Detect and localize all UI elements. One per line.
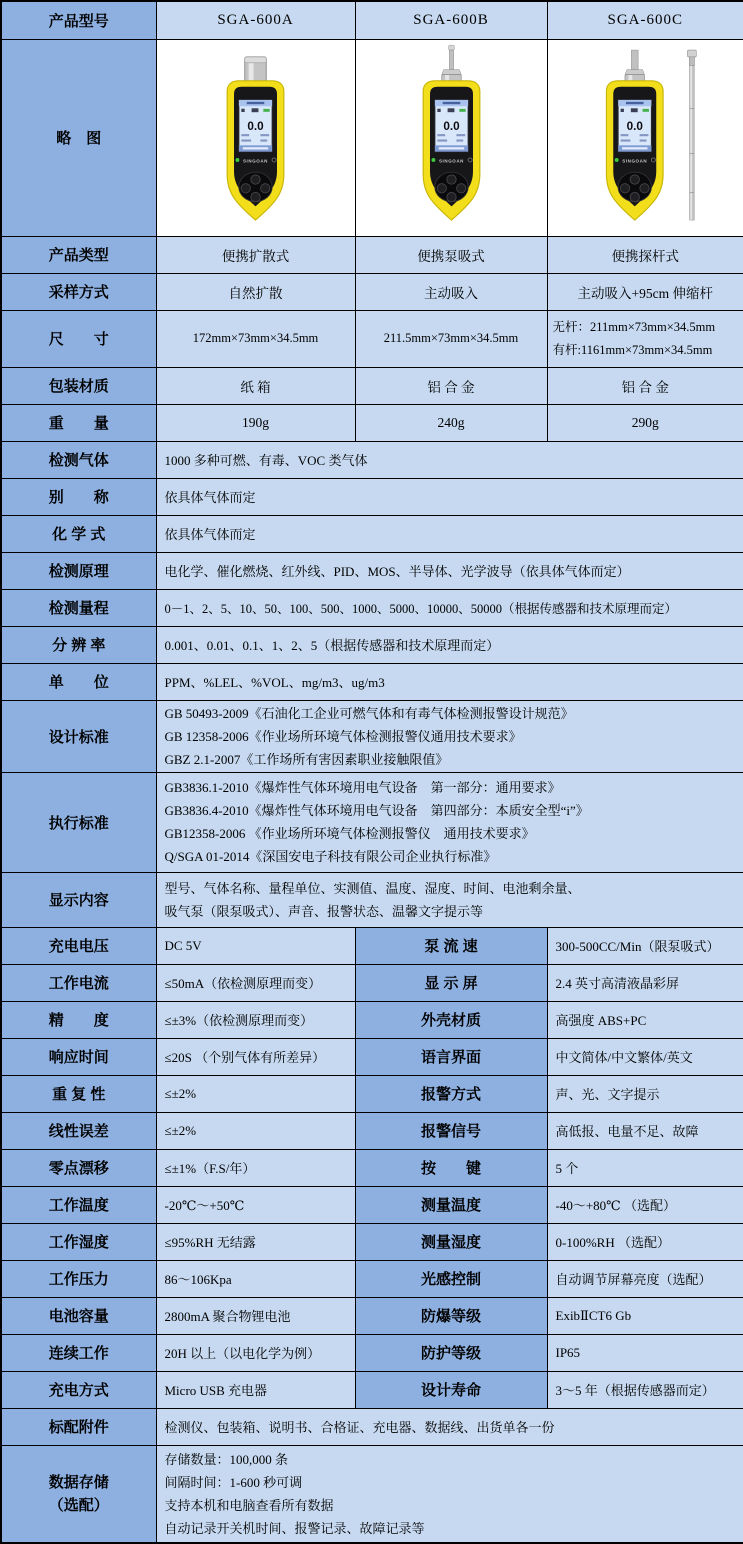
spec-row-label-right: 语言界面 — [355, 1038, 547, 1075]
spec-value-right: 5 个 — [547, 1149, 743, 1186]
spec-value: 依具体气体而定 — [156, 478, 743, 515]
table-row-pair — [1, 1334, 743, 1371]
spec-line: 间隔时间：1-600 秒可调 — [164, 1474, 303, 1490]
gas-detector-pump-illustration — [388, 44, 515, 232]
screen-reading: 0.0 — [442, 119, 460, 133]
spec-value: 0.001、0.01、0.1、1、2、5（根据传感器和技术原理而定） — [156, 626, 743, 663]
spec-line: 自动记录开关机时间、报警记录、故障记录等 — [164, 1520, 425, 1536]
spec-value-right: -40～+80℃ （选配） — [547, 1186, 743, 1223]
table-row-pair — [1, 1149, 743, 1186]
detector-body — [423, 80, 480, 219]
gas-detector-diffusion-illustration — [192, 44, 319, 232]
spec-row-label: 尺 寸 — [1, 310, 156, 367]
header-model-label: 产品型号 — [1, 1, 156, 39]
table-row-range — [1, 589, 743, 626]
screen-reading: 0.0 — [247, 119, 264, 133]
spec-row-label-right: 测量温度 — [355, 1186, 547, 1223]
spec-row-label: 设计标准 — [1, 700, 156, 772]
spec-line: 支持本机和电脑查看所有数据 — [164, 1497, 334, 1513]
table-row-units — [1, 663, 743, 700]
spec-value: 电化学、催化燃烧、红外线、PID、MOS、半导体、光学波导（依具体气体而定） — [156, 552, 743, 589]
spec-line: 211.5mm×73mm×34.5mm — [383, 331, 519, 345]
sketch-row-label: 略 图 — [1, 39, 156, 236]
lcd-screen — [434, 99, 467, 151]
spec-row-label-left: 充电电压 — [1, 927, 156, 964]
spec-value: PPM、%LEL、%VOL、mg/m3、ug/m3 — [156, 663, 743, 700]
spec-row-label — [1, 1445, 156, 1543]
spec-value-left: ≤95%RH 无结露 — [156, 1223, 355, 1260]
product-image-cell-a — [156, 39, 355, 236]
table-row-pair — [1, 1297, 743, 1334]
lcd-screen — [239, 99, 272, 151]
spec-row-label-left: 响应时间 — [1, 1038, 156, 1075]
spec-row-label: 产品类型 — [1, 236, 156, 273]
spec-row-label-right: 防爆等级 — [355, 1297, 547, 1334]
table-row-data-storage — [1, 1445, 743, 1543]
spec-row-label-right: 防护等级 — [355, 1334, 547, 1371]
table-row-packaging — [1, 367, 743, 404]
spec-row-label-left: 工作电流 — [1, 964, 156, 1001]
spec-value-right: 自动调节屏幕亮度（选配） — [547, 1260, 743, 1297]
spec-value — [156, 872, 743, 927]
table-row-principle — [1, 552, 743, 589]
spec-value-b: 240g — [355, 404, 547, 441]
spec-value-a: 190g — [156, 404, 355, 441]
table-row-pair — [1, 1260, 743, 1297]
spec-value-c: 便携探杆式 — [547, 236, 743, 273]
table-row-pair — [1, 1223, 743, 1260]
detector-body — [227, 80, 284, 219]
gas-detector-probe-rod-illustration — [582, 44, 709, 232]
spec-row-label-right: 光感控制 — [355, 1260, 547, 1297]
spec-value-b — [355, 310, 547, 367]
spec-row-label-left: 工作温度 — [1, 1186, 156, 1223]
spec-line: GB12358-2006 《作业场所环境气体检测报警仪 通用技术要求》 — [164, 826, 535, 841]
spec-value-right: 3～5 年（根据传感器而定） — [547, 1371, 743, 1408]
spec-row-label-left: 充电方式 — [1, 1371, 156, 1408]
spec-row-label-left: 电池容量 — [1, 1297, 156, 1334]
spec-line: GB 12358-2006《作业场所环境气体检测报警仪通用技术要求》 — [164, 728, 522, 744]
spec-value-right: 高强度 ABS+PC — [547, 1001, 743, 1038]
table-row-pair — [1, 1001, 743, 1038]
spec-row-label: 分 辨 率 — [1, 626, 156, 663]
spec-value-right: 中文简体/中文繁体/英文 — [547, 1038, 743, 1075]
spec-row-label: 别 称 — [1, 478, 156, 515]
spec-line: 吸气泵（限泵吸式）、声音、报警状态、温馨文字提示等 — [164, 903, 484, 919]
table-row-pair — [1, 1112, 743, 1149]
spec-line: 无杆：211mm×73mm×34.5mm — [552, 319, 716, 334]
table-row-gases — [1, 441, 743, 478]
screen-reading: 0.0 — [626, 119, 643, 133]
table-row-accessories — [1, 1408, 743, 1445]
spec-row-label-left: 工作湿度 — [1, 1223, 156, 1260]
spec-row-label-left: 连续工作 — [1, 1334, 156, 1371]
product-image-cell-b — [355, 39, 547, 236]
spec-row-label-right: 报警方式 — [355, 1075, 547, 1112]
spec-row-label: 化 学 式 — [1, 515, 156, 552]
keypad — [618, 172, 651, 202]
spec-value-right: IP65 — [547, 1334, 743, 1371]
spec-value-right: 2.4 英寸高清液晶彩屏 — [547, 964, 743, 1001]
spec-row-label: 检测量程 — [1, 589, 156, 626]
keypad — [434, 172, 467, 202]
spec-row-label: 标配附件 — [1, 1408, 156, 1445]
table-row-product-type — [1, 236, 743, 273]
table-row-sampling — [1, 273, 743, 310]
spec-value-left: ≤±2% — [156, 1075, 355, 1112]
keypad — [239, 172, 272, 202]
table-row-pair — [1, 1038, 743, 1075]
spec-row-label-left: 精 度 — [1, 1001, 156, 1038]
spec-row-label: 检测原理 — [1, 552, 156, 589]
spec-row-label: 包装材质 — [1, 367, 156, 404]
table-row-display-content — [1, 872, 743, 927]
product-image-cell-c — [547, 39, 743, 236]
table-row-weight — [1, 404, 743, 441]
spec-value-b: 便携泵吸式 — [355, 236, 547, 273]
spec-row-label-left: 线性误差 — [1, 1112, 156, 1149]
spec-value-left: ≤±1%（F.S/年） — [156, 1149, 355, 1186]
spec-row-label: 单 位 — [1, 663, 156, 700]
spec-value-right: 高低报、电量不足、故障 — [547, 1112, 743, 1149]
lcd-screen — [618, 99, 651, 151]
spec-value-left: 2800mA 聚合物锂电池 — [156, 1297, 355, 1334]
spec-line: Q/SGA 01-2014《深国安电子科技有限公司企业执行标准》 — [164, 849, 497, 864]
spec-label-line: （选配） — [48, 1496, 109, 1514]
spec-value-left: ≤50mA（依检测原理而变） — [156, 964, 355, 1001]
table-row-pair — [1, 964, 743, 1001]
table-row-pair — [1, 1075, 743, 1112]
spec-value-b: 铝 合 金 — [355, 367, 547, 404]
spec-row-label-right: 测量湿度 — [355, 1223, 547, 1260]
spec-line: GB3836.4-2010《爆炸性气体环境用电气设备 第四部分：本质安全型“i”》 — [164, 803, 589, 818]
spec-value: 依具体气体而定 — [156, 515, 743, 552]
spec-row-label-right: 泵 流 速 — [355, 927, 547, 964]
spec-row-label-right: 设计寿命 — [355, 1371, 547, 1408]
table-row-pair — [1, 927, 743, 964]
spec-row-label: 采样方式 — [1, 273, 156, 310]
spec-line: GB 50493-2009《石油化工企业可燃气体和有毒气体检测报警设计规范》 — [164, 705, 574, 721]
spec-line: GB3836.1-2010《爆炸性气体环境用电气设备 第一部分：通用要求》 — [164, 780, 561, 795]
spec-label-line: 数据存储 — [48, 1473, 109, 1491]
spec-value-left: -20℃～+50℃ — [156, 1186, 355, 1223]
pump-probe-icon — [441, 45, 461, 85]
spec-value-c: 主动吸入+95cm 伸缩杆 — [547, 273, 743, 310]
header-row — [1, 1, 743, 39]
spec-value — [156, 1445, 743, 1543]
spec-row-label: 重 量 — [1, 404, 156, 441]
table-row-dimensions — [1, 310, 743, 367]
spec-value-c: 铝 合 金 — [547, 367, 743, 404]
table-row-resolution — [1, 626, 743, 663]
spec-value-left: ≤±2% — [156, 1112, 355, 1149]
spec-value-c — [547, 310, 743, 367]
spec-row-label-right: 显 示 屏 — [355, 964, 547, 1001]
header-model-sga-600c: SGA-600C — [547, 1, 743, 39]
spec-value-left: 86～106Kpa — [156, 1260, 355, 1297]
table-row-exec-standards — [1, 772, 743, 872]
table-row-formula — [1, 515, 743, 552]
spec-value-left: Micro USB 充电器 — [156, 1371, 355, 1408]
power-led — [614, 158, 618, 162]
brand-label: SINGOAN — [242, 157, 269, 163]
spec-line: 172mm×73mm×34.5mm — [192, 331, 319, 345]
spec-row-label-left: 重 复 性 — [1, 1075, 156, 1112]
spec-line: 型号、气体名称、量程单位、实测值、温度、湿度、时间、电池剩余量、 — [164, 880, 581, 896]
spec-row-label: 显示内容 — [1, 872, 156, 927]
spec-row-label-right: 报警信号 — [355, 1112, 547, 1149]
spec-value-left: ≤20S （个别气体有所差异） — [156, 1038, 355, 1075]
table-row-design-standards — [1, 700, 743, 772]
power-led — [431, 158, 435, 162]
pump-probe-icon — [625, 50, 645, 85]
spec-row-label-left: 零点漂移 — [1, 1149, 156, 1186]
spec-value-right: 0-100%RH （选配） — [547, 1223, 743, 1260]
spec-value: 1000 多种可燃、有毒、VOC 类气体 — [156, 441, 743, 478]
brand-label: SINGOAN — [621, 157, 648, 163]
spec-value — [156, 700, 743, 772]
spec-value-right: 300-500CC/Min（限泵吸式） — [547, 927, 743, 964]
spec-value-left: ≤±3%（依检测原理而变） — [156, 1001, 355, 1038]
header-model-sga-600a: SGA-600A — [156, 1, 355, 39]
spec-line: GBZ 2.1-2007《工作场所有害因素职业接触限值》 — [164, 751, 449, 767]
spec-value-a: 便携扩散式 — [156, 236, 355, 273]
spec-value-right: ExibⅡCT6 Gb — [547, 1297, 743, 1334]
sketch-row — [1, 39, 743, 236]
spec-line: 有杆:1161mm×73mm×34.5mm — [552, 342, 713, 357]
spec-value: 0－1、2、5、10、50、100、500、1000、5000、10000、50000（根据传感器和技术原理而定） — [156, 589, 743, 626]
detector-with-probe — [606, 50, 663, 220]
table-row-pair — [1, 1371, 743, 1408]
spec-value-a: 纸 箱 — [156, 367, 355, 404]
spec-row-label-right: 外壳材质 — [355, 1001, 547, 1038]
spec-line: 存储数量：100,000 条 — [164, 1451, 289, 1467]
spec-row-label: 检测气体 — [1, 441, 156, 478]
spec-row-label: 执行标准 — [1, 772, 156, 872]
header-model-sga-600b: SGA-600B — [355, 1, 547, 39]
spec-value-a — [156, 310, 355, 367]
spec-row-label-right: 按 键 — [355, 1149, 547, 1186]
table-row-alias — [1, 478, 743, 515]
spec-value-a: 自然扩散 — [156, 273, 355, 310]
spec-value-c: 290g — [547, 404, 743, 441]
table-row-pair — [1, 1186, 743, 1223]
brand-label: SINGOAN — [438, 157, 464, 163]
spec-value-b: 主动吸入 — [355, 273, 547, 310]
spec-value-left: DC 5V — [156, 927, 355, 964]
spec-value-left: 20H 以上（以电化学为例） — [156, 1334, 355, 1371]
spec-value — [156, 772, 743, 872]
spec-value: 检测仪、包装箱、说明书、合格证、充电器、数据线、出货单各一份 — [156, 1408, 743, 1445]
spec-row-label-left: 工作压力 — [1, 1260, 156, 1297]
telescopic-rod-icon — [687, 50, 696, 220]
spec-value-right: 声、光、文字提示 — [547, 1075, 743, 1112]
power-led — [235, 158, 239, 162]
